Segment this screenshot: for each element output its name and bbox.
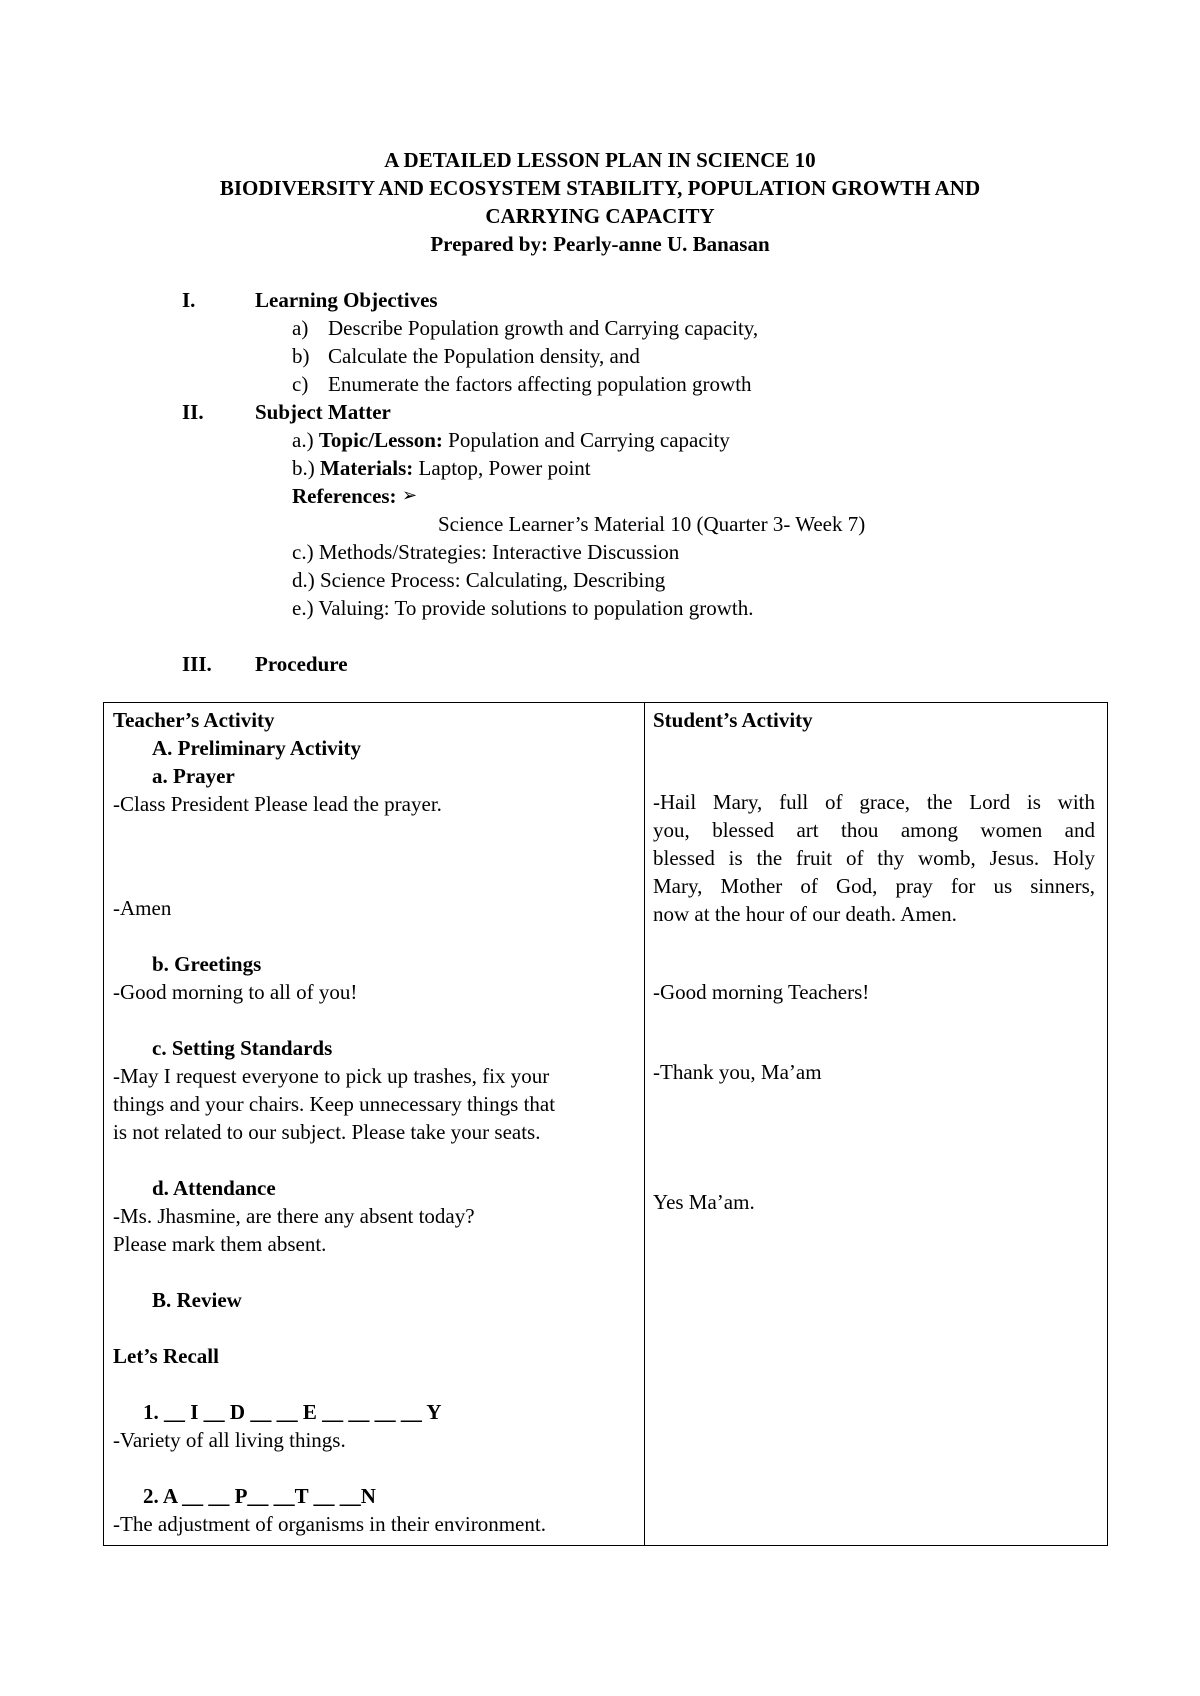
standards-line: is not related to our subject. Please take your seats.: [113, 1120, 541, 1144]
materials-label: Materials:: [320, 456, 414, 480]
student-prayer-line: now at the hour of our death. Amen.: [653, 902, 957, 926]
lets-recall-heading: Let’s Recall: [113, 1344, 219, 1368]
section-numeral-objectives: I.: [182, 288, 196, 312]
materials-value: Laptop, Power point: [418, 456, 591, 480]
references-label: References:: [292, 484, 397, 508]
section-heading-subject-matter: Subject Matter: [255, 400, 391, 424]
prayer-heading: a. Prayer: [152, 764, 235, 788]
document-title: A DETAILED LESSON PLAN IN SCIENCE 10: [384, 148, 816, 172]
reference-item: Science Learner’s Material 10 (Quarter 3- Week 7): [438, 512, 866, 536]
document-subtitle-line-1: BIODIVERSITY AND ECOSYSTEM STABILITY, POPULATION GROWTH AND: [219, 176, 981, 200]
valuing-line: e.) Valuing: To provide solutions to population growth.: [292, 596, 754, 620]
student-prayer-line: Mary, Mother of God, pray for us sinners,: [653, 874, 1095, 898]
section-heading-objectives: Learning Objectives: [255, 288, 438, 312]
recall-clue-1: -Variety of all living things.: [113, 1428, 346, 1452]
student-activity-header: Student’s Activity: [653, 708, 813, 732]
objective-item: Describe Population growth and Carrying capacity,: [328, 316, 759, 340]
section-numeral-procedure: III.: [182, 652, 212, 676]
objective-item: Enumerate the factors affecting population growth: [328, 372, 752, 396]
document-subtitle-line-2: CARRYING CAPACITY: [485, 204, 715, 228]
table-column-divider: [644, 702, 645, 1546]
topic-line: [292, 426, 730, 454]
standards-line: things and your chairs. Keep unnecessary things that: [113, 1092, 556, 1116]
review-heading: B. Review: [152, 1288, 242, 1312]
objective-marker: a): [292, 316, 309, 340]
materials-marker: b.): [292, 456, 315, 480]
recall-clue-2: -The adjustment of organisms in their environment.: [113, 1512, 546, 1536]
recall-question-1: 1. __ I __ D __ __ E __ __ __ __ Y: [143, 1400, 442, 1424]
teacher-amen: -Amen: [113, 896, 172, 920]
section-heading-procedure: Procedure: [255, 652, 348, 676]
attendance-line: Please mark them absent.: [113, 1232, 327, 1256]
attendance-heading: d. Attendance: [152, 1176, 276, 1200]
methods-line: c.) Methods/Strategies: Interactive Discussion: [292, 540, 680, 564]
objective-item: Calculate the Population density, and: [328, 344, 640, 368]
setting-standards-heading: c. Setting Standards: [152, 1036, 333, 1060]
arrow-bullet-icon: ➢: [402, 485, 418, 506]
student-prayer-line: you, blessed art thou among women and: [653, 818, 1095, 842]
objective-marker: c): [292, 372, 309, 396]
topic-value: Population and Carrying capacity: [448, 428, 730, 452]
prepared-by: Prepared by: Pearly-anne U. Banasan: [430, 232, 770, 256]
preliminary-activity-heading: A. Preliminary Activity: [152, 736, 361, 760]
teacher-activity-header: Teacher’s Activity: [113, 708, 275, 732]
student-greeting: -Good morning Teachers!: [653, 980, 870, 1004]
objective-marker: b): [292, 344, 310, 368]
recall-question-2: 2. A __ __ P__ __T __ __N: [143, 1484, 376, 1508]
student-prayer-line: blessed is the fruit of thy womb, Jesus. Holy: [653, 846, 1095, 870]
attendance-line: -Ms. Jhasmine, are there any absent today?: [113, 1204, 475, 1228]
greetings-heading: b. Greetings: [152, 952, 262, 976]
standards-line: -May I request everyone to pick up trashes, fix your: [113, 1064, 550, 1088]
student-prayer-line: -Hail Mary, full of grace, the Lord is with: [653, 790, 1095, 814]
prayer-instruction: -Class President Please lead the prayer.: [113, 792, 442, 816]
section-numeral-subject-matter: II.: [182, 400, 204, 424]
materials-line: [292, 454, 591, 482]
process-line: d.) Science Process: Calculating, Describing: [292, 568, 666, 592]
student-thanks: -Thank you, Ma’am: [653, 1060, 822, 1084]
topic-marker: a.): [292, 428, 314, 452]
teacher-greeting: -Good morning to all of you!: [113, 980, 358, 1004]
student-attendance-reply: Yes Ma’am.: [653, 1190, 755, 1214]
topic-label: Topic/Lesson:: [318, 428, 443, 452]
